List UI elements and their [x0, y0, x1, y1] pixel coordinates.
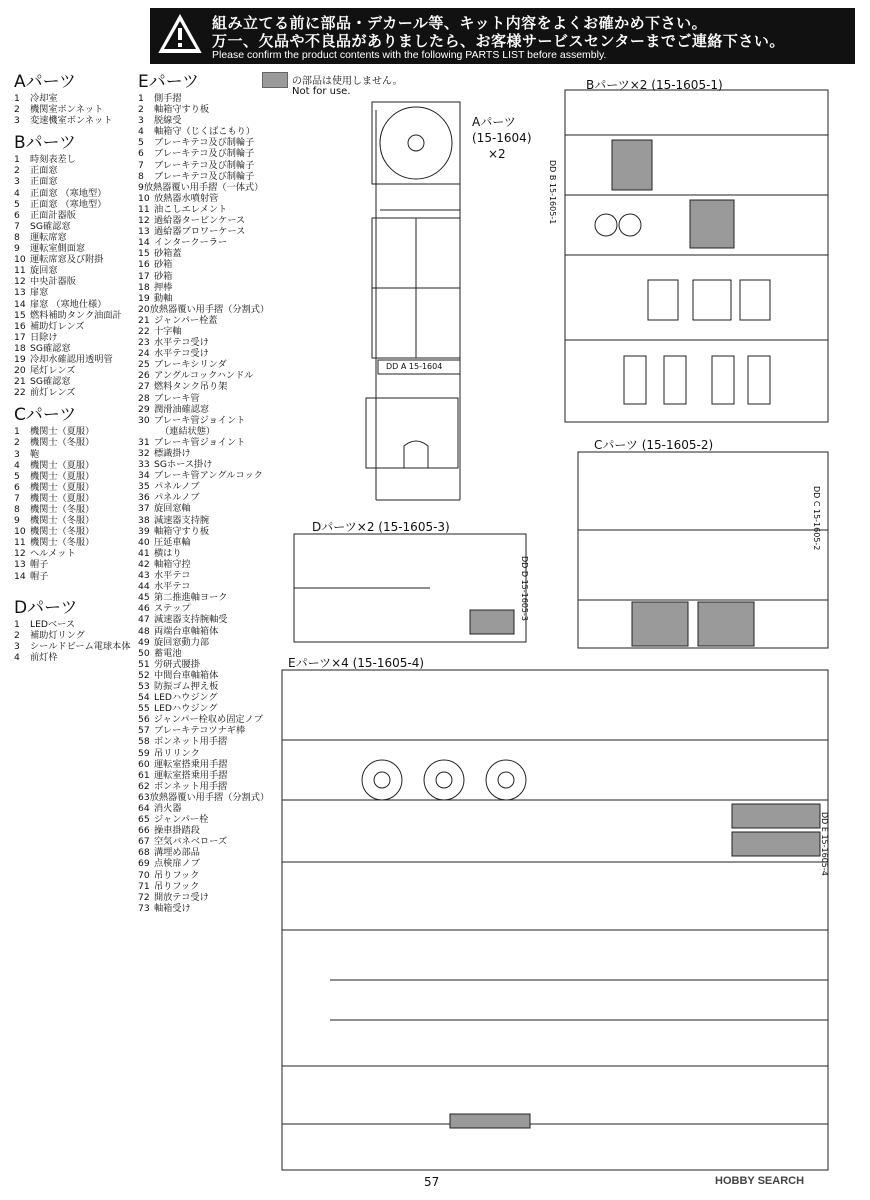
part-name: 運転室搭乗用手摺: [154, 758, 228, 770]
banner-line-1: 組み立てる前に部品・デカール等、キット内容をよくお確かめ下さい。: [212, 14, 708, 32]
sprue-d-title: Dパーツ×2 (15-1605-3): [312, 520, 450, 534]
part-number: 68: [138, 847, 150, 859]
part-number: 12: [14, 548, 26, 560]
part-number: 73: [138, 902, 150, 914]
part-number: 30: [138, 414, 150, 426]
part-name: 機関士（夏服）: [30, 426, 95, 438]
part-name: 溝埋め部品: [154, 847, 200, 859]
part-number: 18: [138, 281, 150, 293]
part-number: 61: [138, 769, 150, 781]
part-name: 潤滑油確認窓: [154, 403, 210, 415]
part-number: 4: [138, 126, 144, 138]
part-number: 15: [138, 248, 150, 260]
part-name: 運転席窓及び附掛: [30, 254, 104, 266]
part-name: 防振ゴム押え板: [154, 680, 219, 692]
part-number: 23: [138, 337, 150, 349]
part-number: 4: [14, 187, 20, 199]
part-number: 2: [14, 104, 20, 116]
part-number: 1: [14, 618, 20, 630]
part-number: 55: [138, 703, 150, 715]
part-name: 軸箱守すり板: [154, 104, 210, 116]
part-name: ボンネット用手摺: [154, 780, 228, 792]
part-number: 4: [14, 459, 20, 471]
part-name: 扉窓 （寒地仕様）: [30, 298, 107, 310]
part-name: 変速機室ボンネット: [30, 115, 113, 127]
legend-line-1: の部品は使用しません。: [292, 76, 403, 87]
parts-c-title: Cパーツ: [14, 405, 77, 426]
part-name: 前灯レンズ: [30, 387, 76, 399]
banner-line-3: Please confirm the product contents with the following PARTS LIST before assembly.: [212, 49, 607, 61]
part-number: 41: [138, 547, 150, 559]
part-number: 2: [138, 104, 144, 116]
part-number: 45: [138, 592, 150, 604]
part-number: 44: [138, 581, 150, 593]
part-name: 冷却室: [30, 93, 58, 104]
part-number: 3: [14, 176, 20, 188]
part-number: 36: [138, 492, 150, 504]
part-name: 機関士（夏服）: [30, 470, 95, 482]
part-number: 3: [14, 115, 20, 127]
part-number: 1: [14, 154, 20, 166]
part-number: 6: [14, 209, 20, 221]
part-name: 運転席窓: [30, 231, 67, 243]
part-name: 放熱器覆い用手摺（分割式）: [149, 303, 270, 315]
part-number: 67: [138, 836, 150, 848]
sprue-b: [565, 90, 828, 422]
part-name: 機関士（夏服）: [30, 481, 95, 493]
part-number: 10: [14, 254, 26, 266]
part-number: 2: [14, 437, 20, 449]
part-number: 59: [138, 747, 150, 759]
part-name: 帽子: [30, 559, 49, 571]
part-name: 冷却水確認用透明管: [30, 353, 113, 365]
part-number: 18: [14, 342, 26, 354]
part-name: 扉窓: [30, 287, 49, 299]
part-name: 軸箱守控: [154, 558, 191, 570]
part-name: 尾灯レンズ: [30, 365, 76, 377]
part-name: 放熱器覆い用手摺（分割式）: [149, 791, 270, 803]
sprue-a: [366, 102, 460, 500]
sprue-e-title: Eパーツ×4 (15-1605-4): [288, 656, 425, 670]
part-number: 71: [138, 880, 150, 892]
sprue-d-code: DD D 15-1605-3: [520, 556, 529, 621]
part-number: 11: [14, 537, 26, 549]
part-number: 51: [138, 658, 150, 670]
part-name: 旋回窓: [30, 265, 58, 277]
part-name: ブレーキテコ及び制輪子: [154, 137, 255, 149]
part-number: 2: [14, 165, 20, 177]
part-name: 前灯枠: [30, 651, 58, 663]
part-name: 空気バネベローズ: [154, 836, 228, 848]
part-number: 31: [138, 436, 150, 448]
part-number: 28: [138, 392, 150, 404]
parts-a-title: Aパーツ: [14, 72, 76, 92]
part-name: 吊リリンク: [154, 747, 200, 759]
part-number: 49: [138, 636, 150, 648]
part-number: 19: [138, 292, 150, 304]
part-name: 旋回窓動力部: [154, 636, 210, 648]
part-number: 14: [14, 298, 26, 310]
part-name: LEDハウジング: [154, 692, 218, 704]
part-name: 燃料補助タンク油面計: [30, 309, 122, 321]
part-name: 運転室搭乗用手摺: [154, 769, 228, 781]
part-number: 9: [138, 181, 144, 193]
part-number: 12: [138, 215, 150, 227]
part-name: 放熱器水噴射管: [154, 192, 219, 204]
part-number: 63: [138, 791, 150, 803]
part-number: 21: [138, 314, 150, 326]
part-number: 64: [138, 803, 150, 814]
part-number: 3: [138, 115, 144, 127]
part-number: 38: [138, 514, 150, 526]
part-number: 54: [138, 692, 150, 704]
part-number: 9: [14, 243, 20, 255]
part-name: ジャンパー栓: [154, 814, 209, 826]
part-number: 7: [14, 492, 20, 504]
part-number: 16: [138, 259, 150, 271]
sprue-a-title-line-3: ×2: [488, 147, 506, 161]
part-name: 機関士（夏服）: [30, 459, 95, 471]
part-number: 5: [14, 470, 20, 482]
part-number: 53: [138, 680, 150, 692]
part-name: 正面窓 （寒地型）: [30, 187, 107, 199]
part-name: SG確認窓: [30, 376, 71, 388]
part-name: ブレーキ管ジョイント: [154, 436, 246, 448]
part-name: 減速器支持腕: [154, 514, 210, 526]
part-name: ブレーキ管アングルコック: [154, 470, 263, 482]
sprue-a-title-line-2: (15-1604): [472, 131, 532, 145]
part-number: 35: [138, 481, 150, 493]
part-number: 4: [14, 651, 20, 663]
sprue-a-title: [472, 114, 532, 162]
part-name: 労研式腰掛: [154, 658, 200, 670]
part-number: 27: [138, 381, 150, 393]
part-number: 22: [14, 387, 26, 399]
part-number: 15: [14, 309, 26, 321]
part-name: 鞄: [30, 448, 40, 460]
page-number: 57: [424, 1175, 440, 1189]
part-name: 軸箱守すり板: [154, 525, 210, 537]
part-number: 19: [14, 353, 26, 365]
part-number: 5: [14, 198, 20, 210]
part-name: 正面窓 （寒地型）: [30, 198, 107, 210]
part-name: 水平テコ: [154, 570, 191, 582]
part-number: 29: [138, 403, 150, 415]
sprue-c-code: DD C 15-1605-2: [812, 486, 821, 551]
part-name: 補助灯リング: [30, 629, 85, 641]
sprue-e: [282, 670, 828, 1170]
part-number: 1: [14, 93, 20, 104]
part-number: 40: [138, 536, 150, 548]
part-number: 34: [138, 470, 150, 482]
part-name: 正面窓: [30, 165, 58, 177]
part-name: 正面計器版: [30, 209, 76, 221]
part-number: 65: [138, 814, 150, 826]
legend-line-2: Not for use.: [292, 86, 351, 97]
part-name: 消火器: [154, 803, 182, 814]
part-number: 1: [138, 93, 144, 104]
sprue-b-code: DD B 15-1605-1: [548, 160, 557, 225]
part-number: 33: [138, 459, 150, 471]
part-number: 69: [138, 858, 150, 870]
part-name: ブレーキ管ジョイント: [154, 414, 246, 426]
part-name: （連結状態）: [160, 425, 216, 437]
part-name: 横はり: [154, 547, 182, 559]
part-name: 吊りフック: [154, 869, 200, 881]
part-name: 補助灯レンズ: [30, 320, 85, 332]
part-name: 時刻表差し: [30, 154, 76, 166]
part-name: ジャンパー栓蓋: [154, 314, 218, 326]
part-number: 10: [138, 192, 150, 204]
part-name: 減速器支持腕軸受: [154, 614, 228, 626]
part-number: 58: [138, 736, 150, 748]
part-number: 72: [138, 891, 150, 903]
part-number: 17: [14, 331, 26, 343]
part-name: 脱線受: [154, 115, 182, 127]
parts-b-title: Bパーツ: [14, 133, 76, 154]
part-name: ジャンパー栓収め固定ノブ: [153, 714, 263, 726]
part-name: 運転室側面窓: [30, 243, 86, 255]
part-number: 7: [14, 220, 20, 232]
part-name: 燃料タンク吊り架: [154, 381, 228, 393]
part-name: 点検扉ノブ: [154, 858, 200, 870]
part-number: 17: [138, 270, 150, 282]
part-name: ステップ: [154, 603, 191, 615]
part-number: 11: [138, 203, 150, 215]
hobby-search-watermark: HOBBY SEARCH: [715, 1175, 805, 1187]
part-name: 機関士（冬服）: [30, 537, 95, 549]
part-number: 66: [138, 825, 150, 837]
fan-icon: [380, 107, 452, 179]
part-name: SG確認窓: [30, 342, 71, 354]
part-name: 正面窓: [30, 176, 58, 188]
part-name: 第二推進軸ヨーク: [154, 592, 228, 604]
part-number: 13: [14, 559, 26, 571]
part-number: 20: [138, 303, 150, 315]
part-number: 8: [138, 170, 144, 182]
part-number: 6: [138, 148, 144, 160]
part-name: LEDベース: [30, 618, 76, 630]
part-number: 25: [138, 359, 150, 371]
part-number: 21: [14, 376, 26, 388]
part-number: 14: [138, 237, 150, 249]
part-name: 砂箱: [154, 259, 173, 271]
part-number: 12: [14, 276, 26, 288]
part-number: 16: [14, 320, 26, 332]
part-name: 軸箱受け: [154, 902, 191, 914]
part-name: 日除け: [30, 331, 58, 343]
part-number: 13: [14, 287, 26, 299]
part-number: 48: [138, 625, 150, 637]
part-name: 放熱器覆い用手摺（一体式）: [143, 181, 264, 193]
sprue-e-code: DD E 15-1605-4: [820, 812, 829, 876]
part-name: 水平テコ受け: [154, 337, 209, 349]
part-number: 3: [14, 448, 20, 460]
part-name: 旋回窓軸: [154, 503, 191, 515]
part-number: 13: [138, 226, 150, 238]
part-name: 蓄電池: [154, 647, 182, 659]
part-name: パネルノブ: [154, 492, 200, 504]
sprue-b-title: Bパーツ×2 (15-1605-1): [586, 78, 723, 92]
part-name: 水平テコ: [154, 581, 191, 593]
part-number: 47: [138, 614, 150, 626]
part-number: 52: [138, 669, 150, 681]
part-name: 過給器タービンケース: [154, 215, 246, 227]
part-name: ブレーキテコツナギ棒: [154, 725, 246, 737]
part-number: 26: [138, 370, 150, 382]
part-name: 十字軸: [154, 325, 182, 337]
part-name: 吊りフック: [154, 880, 200, 892]
part-name: ヘルメット: [30, 548, 76, 560]
part-number: 1: [14, 426, 20, 438]
part-number: 9: [14, 515, 20, 527]
part-name: 機関士（冬服）: [30, 515, 95, 527]
part-name: アングルコックハンドル: [154, 370, 254, 382]
parts-d-title: Dパーツ: [14, 597, 78, 618]
part-name: パネルノブ: [154, 481, 200, 493]
part-number: 50: [138, 647, 150, 659]
part-name: ブレーキテコ及び制輪子: [154, 159, 255, 171]
sprue-a-code: DD A 15-1604: [386, 362, 443, 371]
part-name: 開放テコ受け: [154, 891, 209, 903]
part-number: 2: [14, 629, 20, 641]
part-number: 7: [138, 159, 144, 171]
part-name: SG確認窓: [30, 220, 71, 232]
parts-e-title: Eパーツ: [138, 72, 200, 92]
part-name: 圧延車輪: [154, 536, 191, 548]
part-name: 水平テコ受け: [154, 348, 209, 360]
part-name: シールドビーム電球本体: [30, 640, 131, 652]
part-number: 8: [14, 504, 20, 515]
part-number: 5: [138, 137, 144, 149]
part-name: 中間台車軸箱体: [154, 669, 219, 681]
part-name: 機関室ボンネット: [30, 104, 104, 116]
part-number: 32: [138, 448, 150, 459]
part-name: ブレーキテコ及び制輪子: [154, 170, 255, 182]
part-name: 側手摺: [154, 93, 182, 104]
sprue-a-title-line-1: Aパーツ: [472, 115, 516, 129]
part-name: 砂箱蓋: [154, 248, 182, 260]
part-name: 中央計器版: [30, 276, 76, 288]
part-number: 14: [14, 570, 26, 582]
part-name: 操車掛踏段: [154, 825, 200, 837]
sprue-c-title: Cパーツ (15-1605-2): [594, 438, 714, 452]
banner-line-2: 万一、欠品や不良品がありましたら、お客様サービスセンターまでご連絡下さい。: [212, 32, 785, 50]
part-number: 57: [138, 725, 150, 737]
part-number: 20: [14, 365, 26, 377]
part-number: 56: [138, 714, 150, 726]
part-name: 過給器ブロワーケース: [154, 226, 246, 238]
part-number: 39: [138, 525, 150, 537]
part-name: 機関士（冬服）: [30, 526, 95, 538]
part-name: インタークーラー: [154, 237, 228, 249]
part-name: ボンネット用手摺: [154, 736, 228, 748]
part-name: 軸箱守（じくばこもり）: [154, 126, 256, 138]
part-name: LEDハウジング: [154, 703, 218, 715]
part-name: 動軸: [154, 292, 173, 304]
part-number: 24: [138, 348, 150, 360]
part-number: 11: [14, 265, 26, 277]
part-number: 8: [14, 231, 20, 243]
part-number: 3: [14, 640, 20, 652]
part-number: 60: [138, 758, 150, 770]
part-number: 10: [14, 526, 26, 538]
part-name: 機関士（夏服）: [30, 492, 95, 504]
part-number: 42: [138, 558, 150, 570]
part-number: 43: [138, 570, 150, 582]
part-name: 帽子: [30, 570, 49, 582]
part-name: 油こしエレメント: [154, 203, 228, 215]
part-number: 62: [138, 780, 150, 792]
part-name: 押棒: [154, 281, 173, 293]
part-name: ブレーキシリンダ: [154, 359, 227, 371]
part-number: 6: [14, 481, 20, 493]
part-name: ブレーキテコ及び制輪子: [154, 148, 255, 160]
part-number: 22: [138, 325, 150, 337]
part-name: 両端台車軸箱体: [154, 625, 219, 637]
part-number: 70: [138, 869, 150, 881]
part-name: 機関士（冬服）: [30, 437, 95, 449]
part-number: 46: [138, 603, 150, 615]
part-name: ブレーキ管: [154, 392, 200, 404]
part-number: 37: [138, 503, 150, 515]
part-name: SGホース掛け: [154, 459, 213, 471]
part-name: 機関士（冬服）: [30, 504, 95, 515]
part-name: 標識掛け: [154, 448, 191, 459]
part-name: 砂箱: [154, 270, 173, 282]
